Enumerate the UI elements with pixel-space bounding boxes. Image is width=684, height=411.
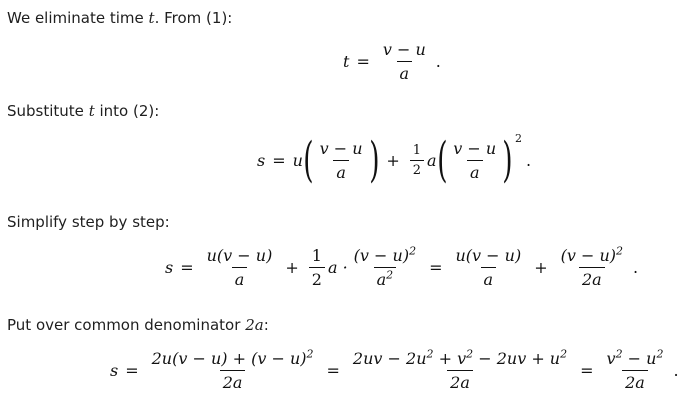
period: . [633,258,639,277]
variable-a: a · [327,258,348,277]
numerator [604,349,667,370]
text: into (2): [94,102,160,120]
denominator: a [232,267,248,289]
text: (v − u) [560,246,616,265]
plus-sign: + [386,150,400,170]
fraction [149,349,317,392]
fraction [204,246,276,289]
variable-t: t [148,9,155,27]
fraction [558,246,626,289]
fraction [350,349,570,392]
denominator [374,267,397,289]
right-paren: ) [502,132,513,188]
denominator: 2a [579,267,605,289]
text: : [263,316,269,334]
variable-a: a [427,150,437,170]
denominator: 2 [410,160,424,178]
text: + v [433,349,467,368]
equation-2 [257,132,532,188]
numerator: u(v − u) [206,246,273,265]
fraction [317,139,366,182]
paragraph-substitute [7,101,159,121]
exponent: 2 [615,347,623,361]
exponent: 2 [616,244,623,258]
paragraph-common-denominator [7,315,269,335]
exponent: 2 [560,347,568,361]
equation-1 [343,40,441,83]
fraction [452,246,524,289]
equals-sign: = [272,150,286,170]
exponent: 2 [306,347,314,361]
numerator: v − u [382,40,426,59]
numerator [558,246,626,267]
equation-3 [165,246,638,289]
denominator: a [467,160,483,182]
text: Simplify step by step: [7,213,170,231]
fraction-half [309,246,325,289]
denominator: a [481,267,497,289]
text: Substitute [7,102,84,120]
left-paren: ( [303,132,314,188]
numerator: 1 [311,246,322,265]
period: . [673,361,679,380]
eq-lhs: t [343,52,350,71]
denominator: 2a [220,370,246,392]
exponent: 2 [514,132,522,145]
plus-sign: + [285,258,299,277]
equation-4 [110,349,679,392]
text: Put over common denominator [7,316,241,334]
fraction [351,246,419,289]
paragraph-eliminate-time [7,8,232,28]
text: a [376,270,387,289]
text: . From (1): [154,9,233,27]
right-paren: ) [368,132,380,188]
numerator: v − u [453,138,497,158]
denominator: 2 [309,267,325,289]
numerator [351,246,419,267]
text: 2uv − 2u [352,349,427,368]
fraction [380,40,429,83]
numerator [149,349,317,370]
fraction [450,139,499,182]
equals-sign: = [180,258,194,277]
denominator: 2a [447,370,473,392]
text: (v − u) [353,246,410,265]
equals-sign: = [580,361,594,380]
text: We eliminate time [7,9,144,27]
eq-lhs: s [165,258,174,277]
text: 2u(v − u) + (v − u) [151,349,307,368]
eq-lhs: s [257,150,266,170]
exponent: 2 [656,347,664,361]
variable-2a: 2a [245,316,264,334]
period: . [435,52,441,71]
text: − 2uv + u [473,349,561,368]
equals-sign: = [356,52,370,71]
fraction-half [410,143,424,178]
eq-lhs: s [110,361,119,380]
denominator: 2a [622,370,648,392]
denominator: a [397,61,413,83]
equals-sign: = [125,361,139,380]
paragraph-simplify [7,212,170,232]
plus-sign: + [534,258,548,277]
equals-sign: = [326,361,340,380]
equals-sign: = [429,258,443,277]
exponent: 2 [386,268,394,282]
text: − u [622,349,657,368]
exponent: 2 [426,347,434,361]
numerator: 1 [412,142,422,158]
period: . [525,150,532,170]
variable-t: t [88,102,95,120]
text: v [606,349,616,368]
left-paren: ( [436,132,448,188]
fraction [604,349,667,392]
exponent: 2 [409,244,417,258]
numerator [350,349,570,370]
denominator: a [333,160,349,182]
numerator: u(v − u) [455,246,522,265]
exponent: 2 [466,347,474,361]
numerator: v − u [319,138,363,158]
coefficient-u: u [292,150,303,170]
